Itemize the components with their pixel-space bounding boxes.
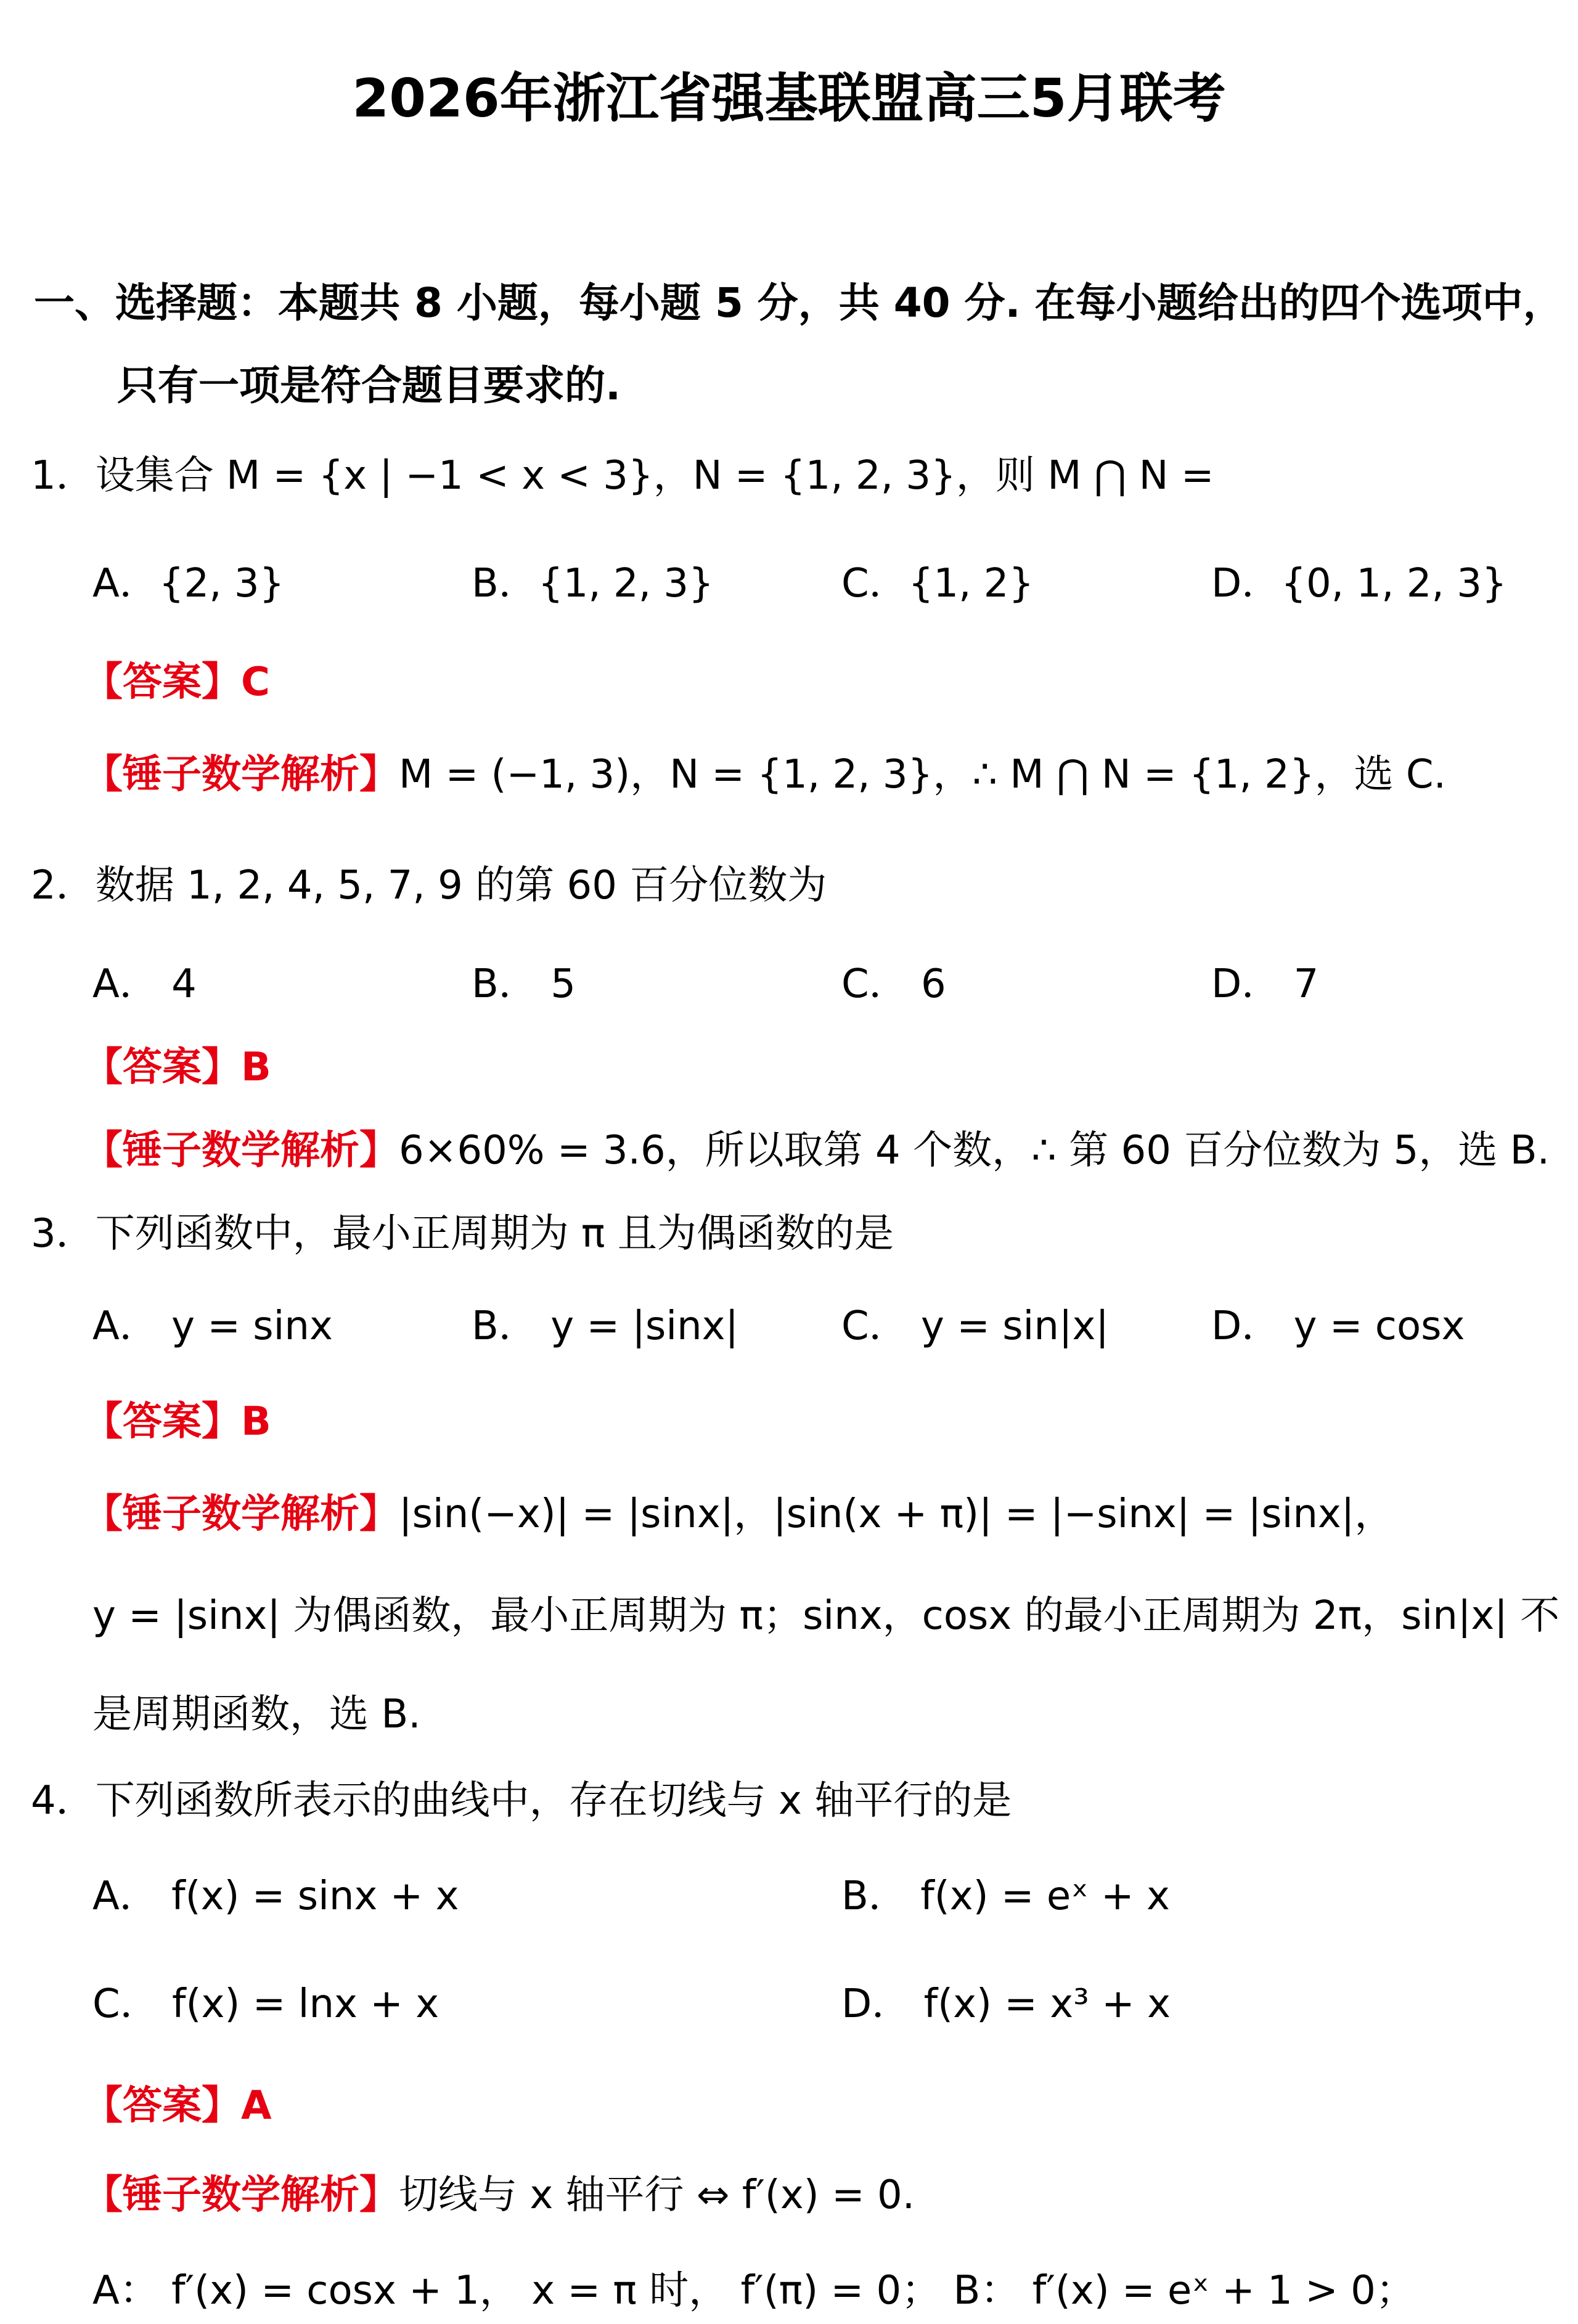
analysis-label: 【锤子数学解析】 [83, 1491, 399, 1537]
q2-option-d: D． 7 [1211, 961, 1319, 1007]
q1-answer-value: C [241, 659, 270, 705]
analysis-label: 【锤子数学解析】 [83, 1128, 399, 1173]
answer-label: 【答案】 [83, 2083, 241, 2129]
q3-analysis-text-1: |sin(−x)| = |sinx|，|sin(x + π)| = |−sinx| = |sinx|， [399, 1491, 1394, 1537]
q3-analysis-line3: 是周期函数，选 B. [92, 1692, 421, 1737]
q4-option-b: B． f(x) = eˣ + x [841, 1873, 1170, 1919]
q3-analysis [83, 1482, 1394, 1539]
q4-analysis [83, 2163, 915, 2220]
q4-answer-value: A [241, 2083, 272, 2129]
q1-option-b: B．{1, 2, 3} [472, 561, 714, 606]
q4-stem: 4．下列函数所表示的曲线中，存在切线与 x 轴平行的是 [31, 1778, 1012, 1824]
q4-answer [83, 2074, 272, 2130]
q3-option-a: A． y = sinx [92, 1303, 333, 1349]
q3-answer [83, 1390, 271, 1446]
q3-option-b: B． y = |sinx| [472, 1303, 739, 1349]
q1-analysis-text: M = (−1, 3)，N = {1, 2, 3}，∴ M ⋂ N = {1, 2}，选 C. [399, 752, 1446, 797]
q1-answer [83, 650, 270, 707]
answer-label: 【答案】 [83, 659, 241, 705]
analysis-label: 【锤子数学解析】 [83, 752, 399, 797]
q3-option-c: C． y = sin|x| [841, 1303, 1109, 1349]
q2-answer-value: B [241, 1045, 271, 1090]
q2-option-b: B． 5 [472, 961, 576, 1007]
q1-option-c: C．{1, 2} [841, 561, 1034, 606]
q2-option-c: C． 6 [841, 961, 946, 1007]
answer-label: 【答案】 [83, 1045, 241, 1090]
analysis-label: 【锤子数学解析】 [83, 2172, 399, 2218]
q2-analysis-text: 6×60% = 3.6，所以取第 4 个数，∴ 第 60 百分位数为 5，选 B. [399, 1128, 1550, 1173]
q3-answer-value: B [241, 1399, 271, 1445]
page-title: 2026年浙江省强基联盟高三5月联考 [352, 68, 1226, 129]
q1-analysis [83, 743, 1446, 799]
q4-option-c: C． f(x) = lnx + x [92, 1981, 439, 2027]
section-heading: 一、选择题：本题共 8 小题，每小题 5 分，共 40 分. 在每小题给出的四个选项中， [34, 279, 1564, 327]
q2-answer [83, 1035, 271, 1092]
q4-analysis-text-1: 切线与 x 轴平行 ⇔ f′(x) = 0. [399, 2172, 915, 2218]
q1-stem: 1．设集合 M = {x | −1 < x < 3}，N = {1, 2, 3}，则 M ⋂ N = [31, 453, 1214, 499]
q4-option-d: D． f(x) = x³ + x [841, 1981, 1171, 2027]
q1-option-a: A．{2, 3} [92, 561, 285, 606]
q4-analysis-line2: A： f′(x) = cosx + 1， x = π 时， f′(π) = 0； B： f′(x) = eˣ + 1 > 0； [92, 2268, 1415, 2314]
q1-option-d: D．{0, 1, 2, 3} [1211, 561, 1507, 606]
q2-analysis [83, 1119, 1550, 1175]
q2-stem: 2．数据 1, 2, 4, 5, 7, 9 的第 60 百分位数为 [31, 863, 827, 908]
q3-option-d: D． y = cosx [1211, 1303, 1465, 1349]
q4-option-a: A． f(x) = sinx + x [92, 1873, 459, 1919]
q3-stem: 3．下列函数中，最小正周期为 π 且为偶函数的是 [31, 1211, 894, 1257]
q3-analysis-line2: y = |sinx| 为偶函数，最小正周期为 π；sinx，cosx 的最小正周期为 2π，sin|x| 不 [92, 1593, 1560, 1639]
section-heading-cont: 只有一项是符合题目要求的. [117, 362, 621, 409]
q2-option-a: A． 4 [92, 961, 197, 1007]
answer-label: 【答案】 [83, 1399, 241, 1445]
